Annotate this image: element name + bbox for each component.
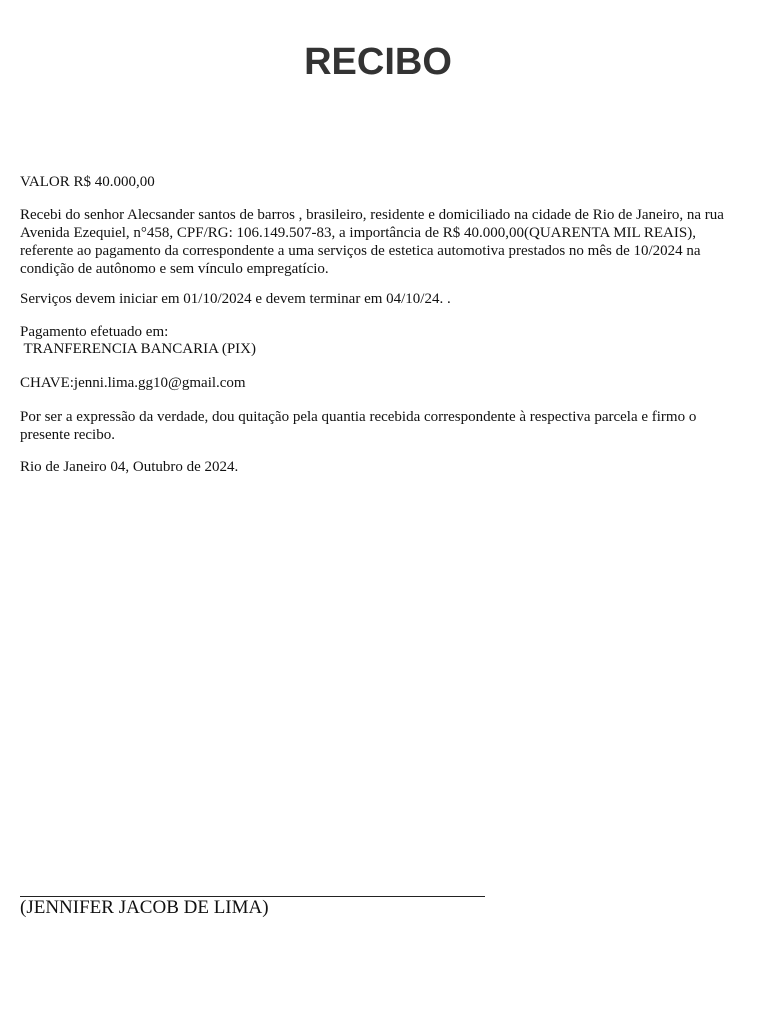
- amount-line: VALOR R$ 40.000,00: [20, 174, 155, 190]
- closing-paragraph: Por ser a expressão da verdade, dou quitação pela quantia recebida correspondente à respectiva parcela e firmo o presente recibo.: [20, 409, 697, 443]
- document-title: RECIBO: [304, 41, 452, 83]
- payment-method: TRANFERENCIA BANCARIA (PIX): [20, 341, 256, 357]
- signatory-name: (JENNIFER JACOB DE LIMA): [20, 897, 269, 918]
- place-and-date: Rio de Janeiro 04, Outubro de 2024.: [20, 459, 239, 475]
- services-period-line: Serviços devem iniciar em 01/10/2024 e devem terminar em 04/10/24. .: [20, 291, 451, 307]
- receipt-main-paragraph: Recebi do senhor Alecsander santos de barros , brasileiro, residente e domiciliado na cidade de Rio de Janeiro, na rua Avenida Ezequiel, n°458, CPF/RG: 106.149.507-83, a importância de R$ 40.000,00(QUARENTA MIL REAIS), referente ao pagamento da correspondente a uma serviços de estetica automotiva prestados no mês de 10/2024 na condição de autônomo e sem vínculo empregatício.: [20, 207, 724, 277]
- payment-label: Pagamento efetuado em:: [20, 324, 169, 340]
- pix-key-line: CHAVE:jenni.lima.gg10@gmail.com: [20, 375, 246, 391]
